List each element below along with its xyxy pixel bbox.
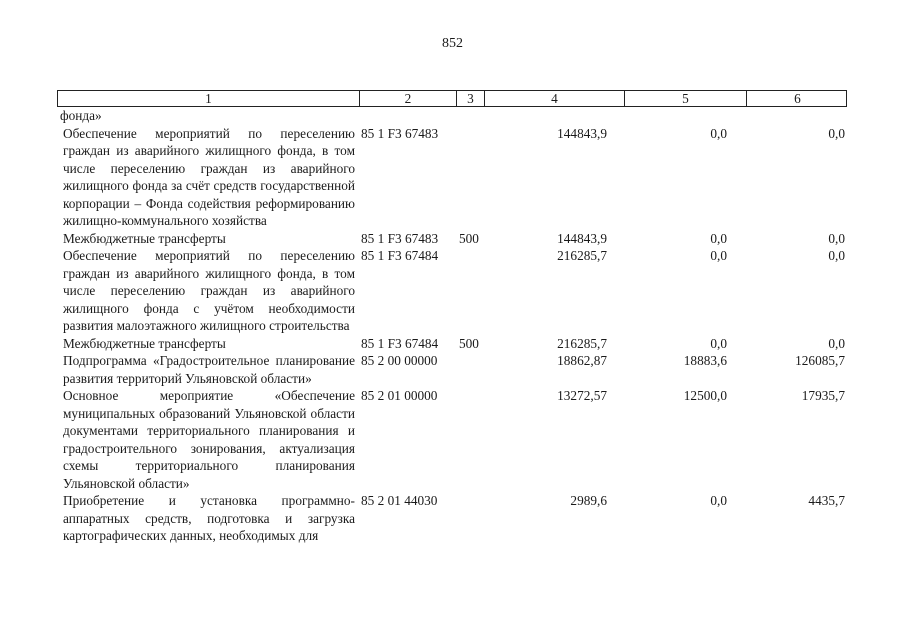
row-name: Межбюджетные трансферты [63,230,226,246]
table-row [57,125,847,230]
table-row [57,492,847,545]
row-type [459,492,491,545]
row-value-5 [631,107,749,125]
row-value-6: 0,0 [828,230,845,246]
page-number: 852 [442,36,463,51]
row-name: фонда» [60,108,102,123]
row-value-5: 0,0 [710,248,727,263]
header-col-6: 6 [746,91,848,106]
row-code: 85 2 00 00000 [361,353,438,368]
row-value-5: 0,0 [710,493,727,508]
header-col-1: 1 [205,91,212,106]
row-type [459,387,491,492]
table-row [57,335,847,353]
row-type [459,125,491,230]
table-row [57,247,847,335]
row-name: Обеспечение мероприятий по переселению граждан из аварийного жилищного фонда, в том числе переселению граждан из аварийного жилищного фонда за счёт средств государственной корпорации – Фонда содействия реформированию жилищно-коммунального хозяйства [63,125,355,228]
row-name: Подпрограмма «Градостроительное планирование развития территорий Ульяновской области» [63,353,355,386]
row-value-6: 0,0 [828,248,845,263]
row-name: Приобретение и установка программно-аппаратных средств, подготовка и загрузка картографических данных, необходимых для [63,493,355,543]
row-type: 500 [459,230,479,246]
table-row [57,107,847,125]
row-value-4 [491,107,631,125]
header-col-4: 4 [484,91,624,106]
row-value-5: 12500,0 [683,388,727,403]
table-row [57,352,847,387]
row-type [459,107,491,125]
row-value-5: 18883,6 [683,353,727,368]
row-value-6: 126085,7 [795,353,845,368]
row-value-6: 17935,7 [801,388,845,403]
row-value-4: 216285,7 [557,248,607,263]
header-col-3: 3 [456,91,484,106]
table-body [57,107,847,545]
row-value-4: 216285,7 [557,335,607,351]
row-value-4: 144843,9 [557,125,607,141]
row-value-4: 144843,9 [557,230,607,246]
row-value-4: 18862,87 [557,353,607,368]
header-col-2: 2 [359,91,456,106]
row-name: Обеспечение мероприятий по переселению граждан из аварийного жилищного фонда, в том числе переселению граждан из аварийного жилищного фонда с учётом необходимости развития малоэтажного жилищного строительства [63,248,355,333]
row-type [459,352,491,387]
row-code: 85 1 F3 67483 [361,125,439,141]
table-row [57,230,847,248]
row-value-4: 2989,6 [570,493,607,508]
row-value-4: 13272,57 [557,388,607,403]
row-value-5: 0,0 [710,335,727,351]
row-code: 85 2 01 00000 [361,388,438,403]
row-value-5: 0,0 [710,230,727,246]
row-code: 85 2 01 44030 [361,493,438,508]
budget-table [57,90,847,545]
row-code [361,107,459,125]
row-value-6: 4435,7 [808,493,845,508]
row-type [459,247,491,335]
row-value-6 [749,107,851,125]
header-col-5: 5 [624,91,746,106]
table-row [57,387,847,492]
row-value-6: 0,0 [828,335,845,351]
row-name: Межбюджетные трансферты [63,335,226,351]
table-header [57,90,847,107]
row-code: 85 1 F3 67484 [361,248,439,263]
row-type: 500 [459,335,479,351]
row-name: Основное мероприятие «Обеспечение муниципальных образований Ульяновской области документами территориального планирования и градостроительного зонирования, актуализация схемы территориального планирования Ульяновской области» [63,388,355,491]
row-code: 85 1 F3 67483 [361,230,439,246]
row-code: 85 1 F3 67484 [361,335,439,351]
row-value-5: 0,0 [710,125,727,141]
row-value-6: 0,0 [828,125,845,141]
